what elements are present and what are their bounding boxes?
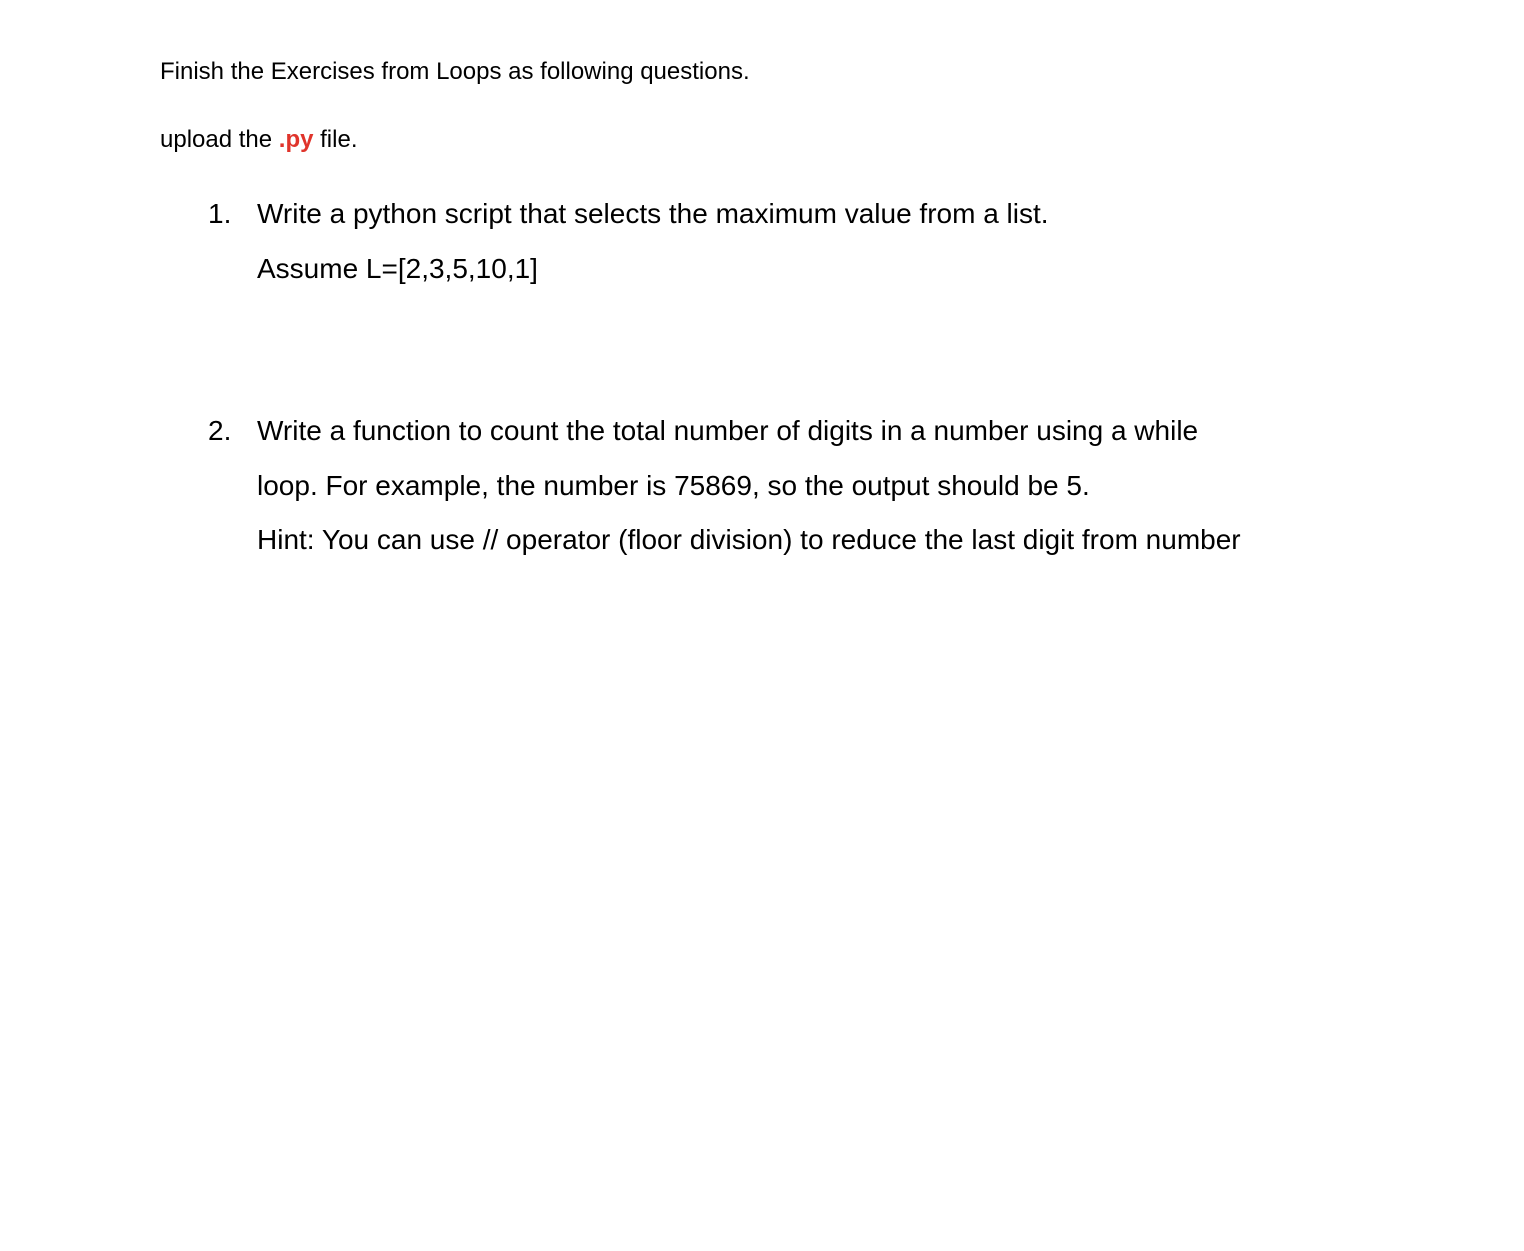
question-2-text-line-1: Write a function to count the total number of digits in a number using a while (257, 415, 1199, 446)
file-extension: .py (278, 126, 314, 153)
instructions-text: Finish the Exercises from Loops as following questions. (160, 58, 750, 85)
question-2-hint: Hint: You can use // operator (floor division) to reduce the last digit from number (257, 524, 1241, 555)
question-2-text-line-2: loop. For example, the number is 75869, so the output should be 5. (257, 470, 1090, 501)
question-2-number: 2. (208, 415, 232, 446)
question-1-text: Write a python script that selects the maximum value from a list. (257, 198, 1049, 229)
upload-instruction-prefix: upload the (160, 126, 279, 153)
question-1-assumption: Assume L=[2,3,5,10,1] (257, 253, 538, 284)
upload-instruction-suffix: file. (313, 126, 358, 153)
upload-instruction (160, 125, 357, 155)
question-1-number: 1. (208, 198, 232, 229)
